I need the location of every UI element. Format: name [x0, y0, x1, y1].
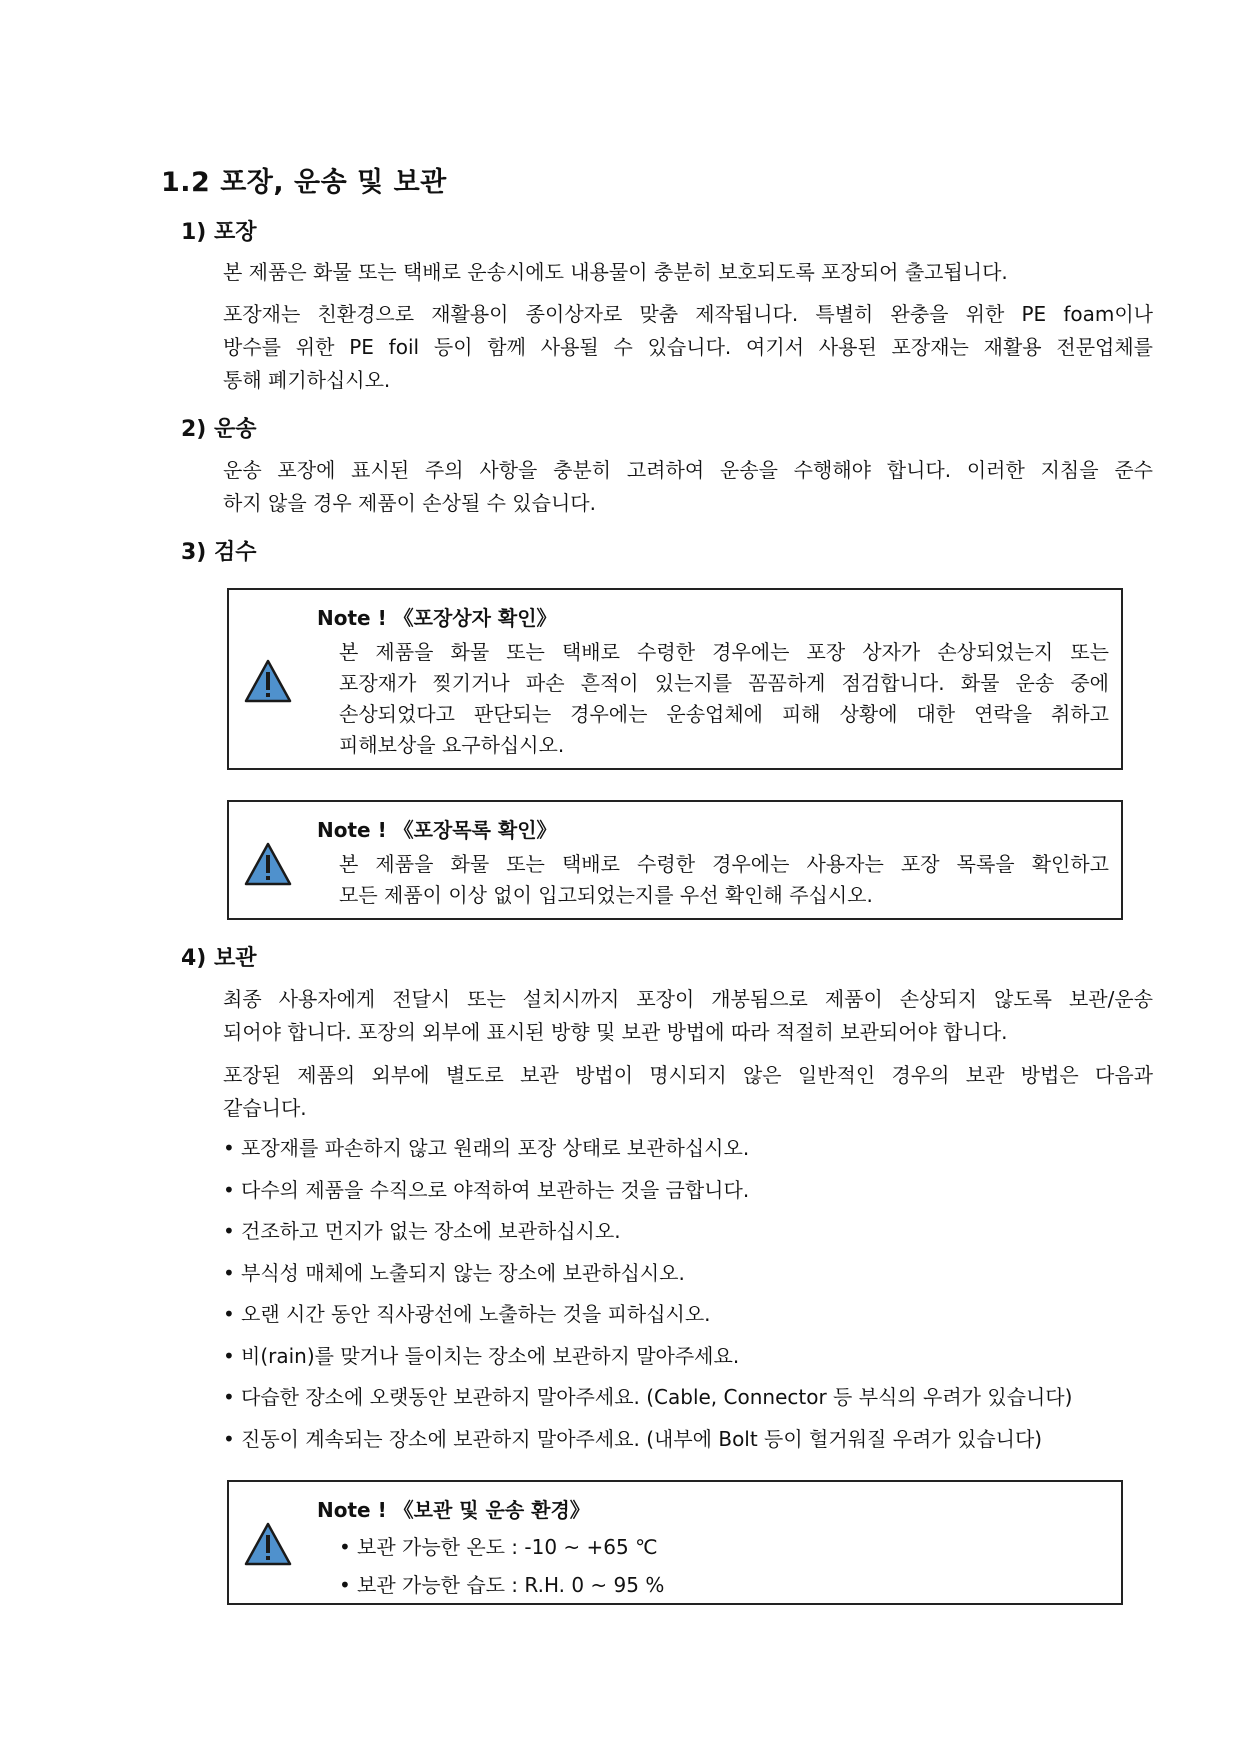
list-item	[339, 1532, 1109, 1570]
list-item	[223, 1423, 1072, 1465]
note-box-storage-environment	[227, 1480, 1123, 1605]
warning-triangle-icon	[243, 658, 293, 704]
text-line: 본 제품을 화물 또는 택배로 수령한 경우에는 사용자는 포장 목록을 확인하고	[339, 852, 1109, 876]
section-title: 1.2 포장, 운송 및 보관	[161, 167, 447, 198]
environment-list	[339, 1532, 1109, 1608]
note-title: Note ! 《포장목록 확인》	[317, 818, 557, 842]
list-item	[223, 1381, 1072, 1423]
note-body	[339, 1532, 1109, 1608]
text-line: 같습니다.	[223, 1096, 307, 1120]
list-item-text: 포장재를 파손하지 않고 원래의 포장 상태로 보관하십시오.	[241, 1136, 750, 1160]
list-item-text: 다습한 장소에 오랫동안 보관하지 말아주세요. (Cable, Connector 등 부식의 우려가 있습니다)	[241, 1385, 1073, 1409]
note-body	[339, 637, 1109, 761]
list-item-text: 다수의 제품을 수직으로 야적하여 보관하는 것을 금합니다.	[241, 1177, 750, 1202]
list-item	[223, 1257, 1072, 1299]
bullet-icon: •	[223, 1426, 235, 1451]
list-item-text: 오랜 시간 동안 직사광선에 노출하는 것을 피하십시오.	[241, 1302, 711, 1326]
list-item-text: 비(rain)를 맞거나 들이치는 장소에 보관하지 말아주세요.	[241, 1343, 740, 1368]
text-line: 방수를 위한 PE foil 등이 함께 사용될 수 있습니다. 여기서 사용된 포장재는 재활용 전문업체를	[223, 335, 1153, 359]
text-line: 포장재는 친환경으로 재활용이 종이상자로 맞춤 제작됩니다. 특별히 완충을 위한 PE foam이나	[223, 302, 1153, 326]
text-line: 본 제품은 화물 또는 택배로 운송시에도 내용물이 충분히 보호되도록 포장되어 출고됩니다.	[223, 260, 1008, 284]
inspection-heading: 3) 검수	[181, 540, 257, 565]
bullet-icon: •	[223, 1260, 235, 1285]
text-line: 하지 않을 경우 제품이 손상될 수 있습니다.	[223, 491, 596, 515]
storage-paragraph-2	[223, 1059, 1153, 1125]
note-box-package-check	[227, 588, 1123, 770]
list-item	[223, 1174, 1072, 1216]
text-line: 본 제품을 화물 또는 택배로 수령한 경우에는 포장 상자가 손상되었는지 또는	[339, 640, 1109, 664]
bullet-icon: •	[223, 1219, 235, 1243]
transport-heading: 2) 운송	[181, 417, 257, 442]
list-item	[223, 1215, 1072, 1257]
list-item	[223, 1340, 1072, 1382]
storage-guidelines-list	[223, 1132, 1072, 1464]
bullet-icon: •	[223, 1177, 235, 1202]
transport-paragraph	[223, 454, 1153, 520]
list-item	[223, 1132, 1072, 1174]
list-item-text: 진동이 계속되는 장소에 보관하지 말아주세요. (내부에 Bolt 등이 헐거워질 우려가 있습니다)	[241, 1426, 1043, 1451]
note-body	[339, 849, 1109, 911]
packaging-heading: 1) 포장	[181, 220, 257, 245]
text-line: 포장된 제품의 외부에 별도로 보관 방법이 명시되지 않은 일반적인 경우의 보관 방법은 다음과	[223, 1063, 1153, 1087]
text-line: 모든 제품이 이상 없이 입고되었는지를 우선 확인해 주십시오.	[339, 883, 873, 907]
list-item	[339, 1570, 1109, 1608]
text-line: 피해보상을 요구하십시오.	[339, 733, 565, 757]
text-line: 되어야 합니다. 포장의 외부에 표시된 방향 및 보관 방법에 따라 적절히 보관되어야 합니다.	[223, 1020, 1008, 1044]
bullet-icon: •	[223, 1385, 235, 1409]
storage-paragraph-1	[223, 983, 1153, 1049]
text-line: 포장재가 찢기거나 파손 흔적이 있는지를 꼼꼼하게 점검합니다. 화물 운송 중에	[339, 671, 1109, 695]
note-title: Note ! 《포장상자 확인》	[317, 606, 557, 630]
note-title: Note ! 《보관 및 운송 환경》	[317, 1498, 590, 1522]
list-item	[223, 1298, 1072, 1340]
packaging-paragraph-2	[223, 298, 1153, 397]
bullet-icon: •	[339, 1573, 351, 1597]
packaging-paragraph-1	[223, 256, 1153, 289]
storage-heading: 4) 보관	[181, 946, 257, 971]
temperature-range: 보관 가능한 온도 : -10 ~ +65 ℃	[357, 1535, 658, 1559]
text-line: 손상되었다고 판단되는 경우에는 운송업체에 피해 상황에 대한 연락을 취하고	[339, 702, 1109, 726]
text-line: 운송 포장에 표시된 주의 사항을 충분히 고려하여 운송을 수행해야 합니다. 이러한 지침을 준수	[223, 458, 1153, 482]
list-item-text: 건조하고 먼지가 없는 장소에 보관하십시오.	[241, 1219, 621, 1243]
note-box-package-list	[227, 800, 1123, 920]
humidity-range: 보관 가능한 습도 : R.H. 0 ~ 95 %	[357, 1573, 665, 1597]
bullet-icon: •	[339, 1535, 351, 1559]
bullet-icon: •	[223, 1302, 235, 1326]
text-line: 최종 사용자에게 전달시 또는 설치시까지 포장이 개봉됨으로 제품이 손상되지 않도록 보관/운송	[223, 987, 1153, 1011]
warning-triangle-icon	[243, 841, 293, 887]
bullet-icon: •	[223, 1343, 235, 1368]
text-line: 통해 폐기하십시오.	[223, 368, 391, 392]
warning-triangle-icon	[243, 1521, 293, 1567]
list-item-text: 부식성 매체에 노출되지 않는 장소에 보관하십시오.	[241, 1260, 685, 1285]
bullet-icon: •	[223, 1136, 235, 1160]
